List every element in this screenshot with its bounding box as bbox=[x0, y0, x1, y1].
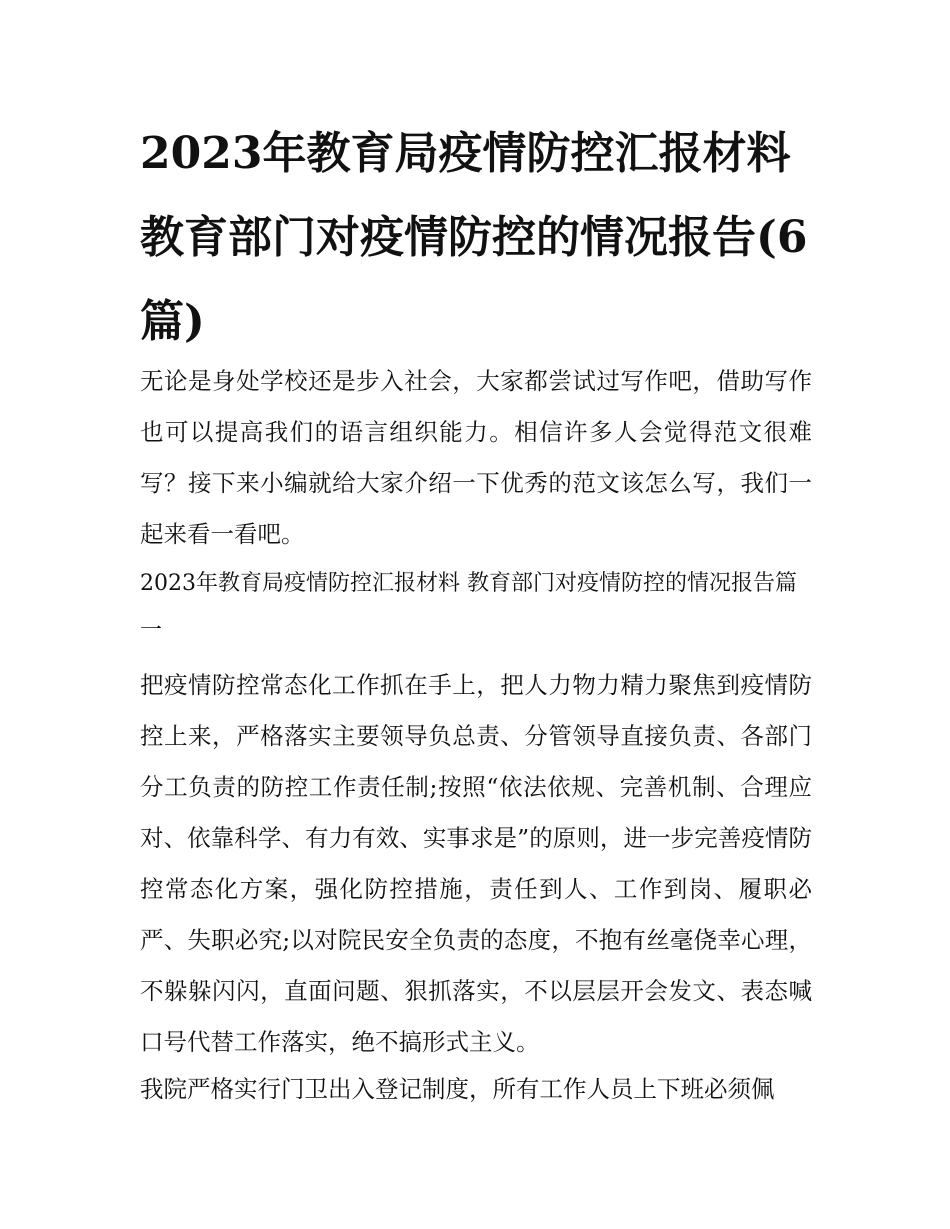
body-paragraph-2: 我院严格实行门卫出入登记制度，所有工作人员上下班必须佩 bbox=[140, 1075, 775, 1103]
document-page bbox=[140, 0, 812, 1229]
intro-paragraph: 无论是身处学校还是步入社会，大家都尝试过写作吧，借助写作也可以提高我们的语言组织能力。相信许多人会觉得范文很难写？接下来小编就给大家介绍一下优秀的范文该怎么写，我们一起来看一看吧。 bbox=[140, 367, 812, 548]
document-title: 2023年教育局疫情防控汇报材料 教育部门对疫情防控的情况报告(6篇) bbox=[140, 128, 808, 347]
section-heading: 2023年教育局疫情防控汇报材料 教育部门对疫情防控的情况报告篇一 bbox=[140, 571, 797, 643]
body-paragraph-1: 把疫情防控常态化工作抓在手上，把人力物力精力聚焦到疫情防控上来，严格落实主要领导负总责、分管领导直接负责、各部门分工负责的防控工作责任制;按照“依法依规、完善机制、合理应对、依靠科学、有力有效、实事求是”的原则，进一步完善疫情防控常态化方案，强化防控措施，责任到人、工作到岗、履职必严、失职必究;以对院民安全负责的态度，不抱有丝毫侥幸心理，不躲躲闪闪，直面问题、狠抓落实，不以层层开会发文、表态喊口号代替工作落实，绝不搞形式主义。 bbox=[140, 671, 812, 1056]
